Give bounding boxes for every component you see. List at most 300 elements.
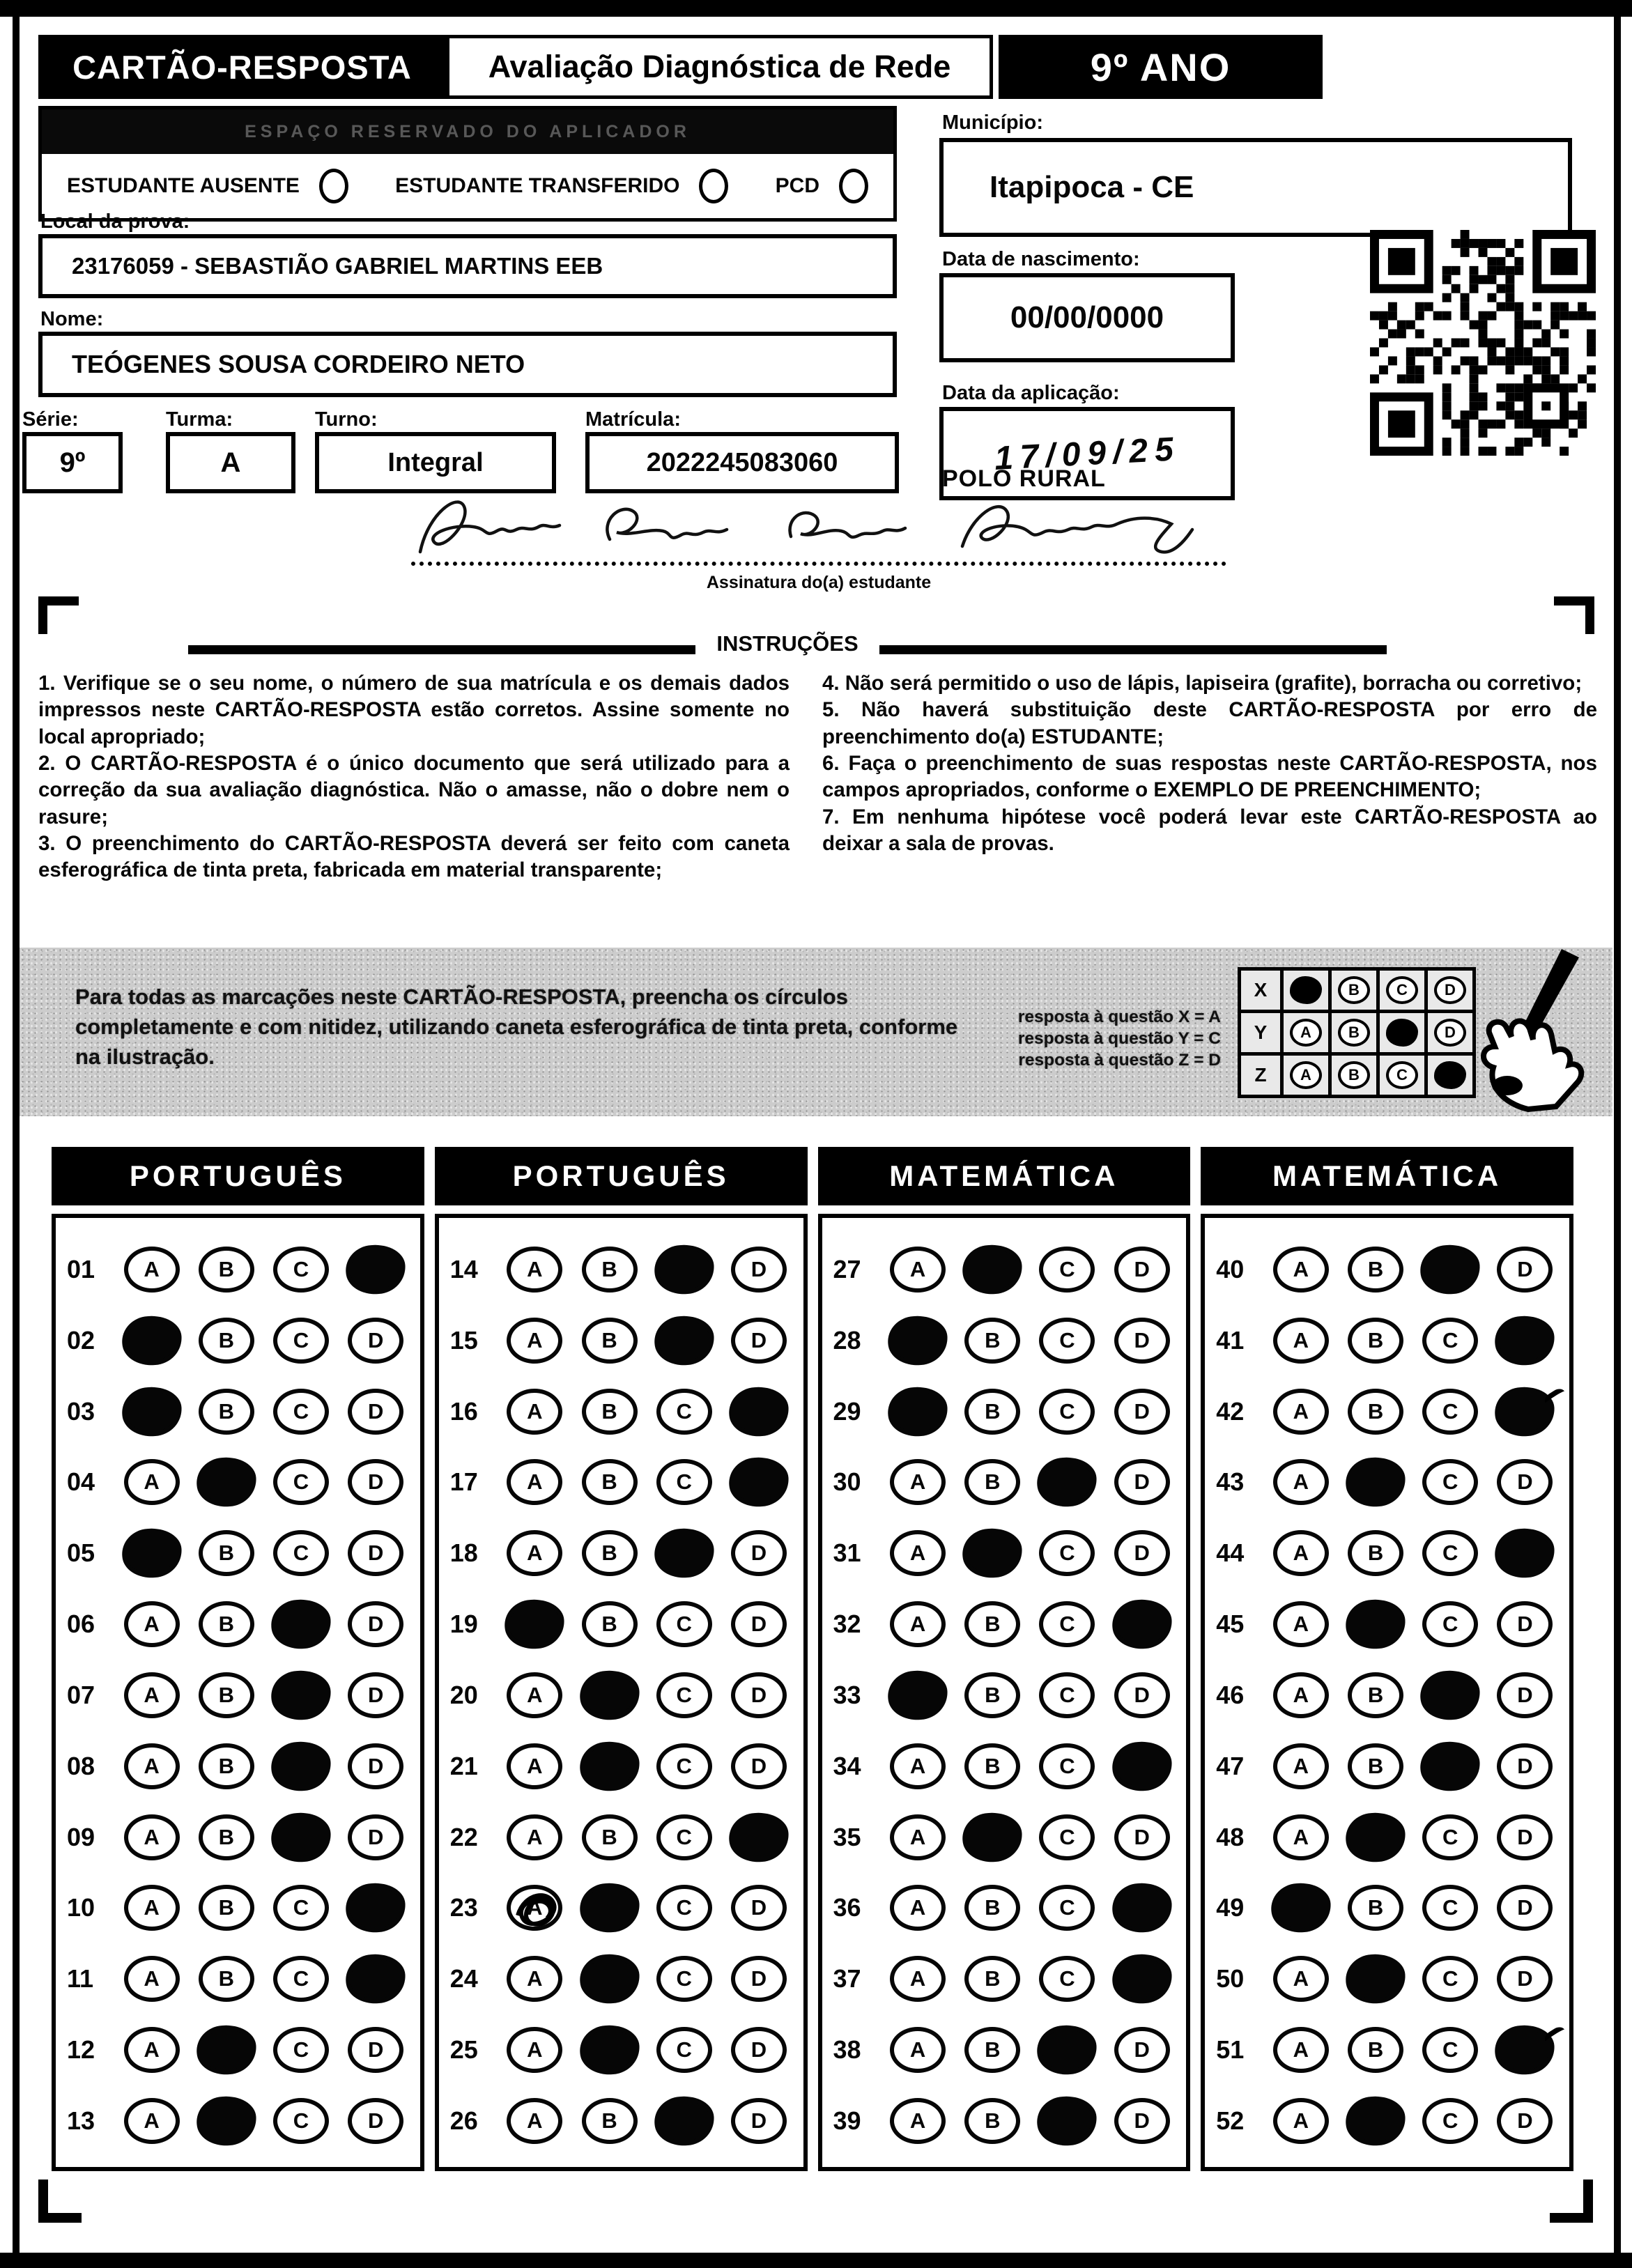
answer-bubble-D: D bbox=[1497, 1956, 1553, 2002]
question-number: 43 bbox=[1216, 1467, 1245, 1497]
answer-section bbox=[52, 1147, 424, 2171]
matricula-value: 2022245083060 bbox=[585, 432, 899, 493]
answer-bubble-C: C bbox=[1039, 1247, 1095, 1293]
question-row bbox=[450, 1520, 796, 1587]
answer-bubble-D: D bbox=[1114, 1247, 1170, 1293]
answer-bubble-B: B bbox=[582, 1318, 638, 1364]
answer-bubble-D: D bbox=[1497, 1601, 1553, 1647]
example-bubble-cell bbox=[1284, 971, 1328, 1010]
answer-bubble-D: D bbox=[731, 1247, 787, 1293]
answer-bubble-C: C bbox=[1039, 1318, 1095, 1364]
question-row bbox=[67, 1945, 413, 2012]
answer-bubble-B: B bbox=[1348, 1885, 1403, 1931]
question-row bbox=[450, 2088, 796, 2154]
answer-bubble-B bbox=[961, 1243, 1024, 1296]
question-number: 24 bbox=[449, 1964, 478, 1993]
answer-bubble-B bbox=[195, 2023, 258, 2076]
answer-bubble-A: A bbox=[890, 1459, 946, 1505]
answer-bubble-D: D bbox=[348, 1318, 403, 1364]
example-bubble-cell bbox=[1284, 1013, 1328, 1052]
answer-bubble-D: D bbox=[731, 1318, 787, 1364]
answer-bubble-B: B bbox=[1348, 1247, 1403, 1293]
answer-bubble-D: D bbox=[348, 1672, 403, 1718]
signature-caption: Assinatura do(a) estudante bbox=[706, 573, 932, 592]
question-number: 14 bbox=[449, 1255, 478, 1283]
instruction-item: 2. O CARTÃO-RESPOSTA é o único documento que será utilizado para a correção da sua avaliação diagnóstica. Não o amasse, não o dobre nem o rasure; bbox=[38, 752, 790, 828]
question-row bbox=[833, 1662, 1180, 1729]
instruction-item: 1. Verifique se o seu nome, o número de sua matrícula e os demais dados impressos neste CARTÃO-RESPOSTA estão corretos. Assine somente no local apropriado; bbox=[38, 672, 790, 748]
applicator-option bbox=[395, 169, 728, 203]
answer-bubble-B: B bbox=[1348, 1672, 1403, 1718]
section-bubble-box bbox=[818, 1214, 1191, 2171]
answer-bubble-C: C bbox=[1422, 1885, 1478, 1931]
section-title: PORTUGUÊS bbox=[435, 1147, 808, 1205]
answer-bubble-C: C bbox=[273, 1389, 329, 1435]
answer-bubble-A: A bbox=[1273, 1459, 1329, 1505]
answer-bubble-B: B bbox=[1348, 2027, 1403, 2073]
aplicacao-handwritten-date: 17/09/25 bbox=[993, 430, 1181, 477]
answer-bubble-A: A bbox=[1273, 1814, 1329, 1860]
answer-bubble-A: A bbox=[1273, 1672, 1329, 1718]
instruction-item: 7. Em nenhuma hipótese você poderá levar este CARTÃO-RESPOSTA ao deixar a sala de provas. bbox=[822, 805, 1597, 856]
answer-bubble-C: C bbox=[1039, 1885, 1095, 1931]
answer-bubble-D bbox=[1493, 1314, 1556, 1367]
instruction-item: 4. Não será permitido o uso de lápis, lapiseira (grafite), borracha ou corretivo; bbox=[822, 672, 1583, 695]
question-row bbox=[1216, 1236, 1562, 1303]
answer-bubble-B: B bbox=[582, 1247, 638, 1293]
example-bubble-cell bbox=[1332, 971, 1376, 1010]
answer-bubble-B: B bbox=[1348, 1743, 1403, 1789]
answer-bubble-D: D bbox=[1497, 1743, 1553, 1789]
question-number: 25 bbox=[449, 2035, 478, 2065]
answer-bubble-C: C bbox=[1422, 1601, 1478, 1647]
example-bubble-cell bbox=[1284, 1056, 1328, 1095]
answer-bubble-D: D bbox=[1114, 1318, 1170, 1364]
answer-bubble-A bbox=[886, 1314, 949, 1367]
applicator-option-circle bbox=[699, 169, 728, 203]
question-row bbox=[833, 1520, 1180, 1587]
question-row bbox=[450, 1662, 796, 1729]
municipio-label: Município: bbox=[942, 111, 1043, 134]
answer-bubble-B: B bbox=[964, 1743, 1020, 1789]
question-row bbox=[833, 1591, 1180, 1658]
answer-bubble-A: A bbox=[890, 1743, 946, 1789]
answer-bubble-A: A bbox=[124, 1885, 180, 1931]
question-number: 23 bbox=[449, 1893, 478, 1922]
answer-bubble-A: A bbox=[890, 1814, 946, 1860]
answer-bubble-A bbox=[1270, 1881, 1332, 1934]
answer-bubble-B: B bbox=[199, 1247, 254, 1293]
question-number: 33 bbox=[833, 1680, 861, 1709]
answer-bubble-A: A bbox=[124, 1672, 180, 1718]
answer-bubble-D: D bbox=[348, 2027, 403, 2073]
example-bubble-A bbox=[1290, 976, 1322, 1004]
student-signature bbox=[401, 488, 1265, 568]
question-number: 19 bbox=[449, 1610, 478, 1639]
question-row bbox=[67, 1520, 413, 1587]
question-row bbox=[67, 1662, 413, 1729]
question-row bbox=[1216, 1945, 1562, 2012]
question-row bbox=[67, 1874, 413, 1941]
applicator-options bbox=[42, 154, 893, 218]
answer-bubble-B bbox=[961, 1810, 1024, 1863]
header bbox=[38, 35, 1323, 99]
answer-bubble-C: C bbox=[1039, 1956, 1095, 2002]
answer-bubble-C bbox=[270, 1740, 332, 1793]
answer-bubble-B bbox=[578, 2023, 640, 2076]
instruction-item: 5. Não haverá substituição deste CARTÃO-RESPOSTA por erro de preenchimento do(a) ESTUDANTE; bbox=[822, 698, 1597, 748]
question-row bbox=[1216, 1874, 1562, 1941]
question-number: 21 bbox=[449, 1751, 478, 1780]
section-title: PORTUGUÊS bbox=[52, 1147, 424, 1205]
instructions-rule-left bbox=[188, 645, 695, 654]
question-row bbox=[1216, 1378, 1562, 1445]
question-row bbox=[833, 1733, 1180, 1800]
answer-bubble-A bbox=[886, 1384, 949, 1437]
question-number: 09 bbox=[67, 1822, 95, 1851]
answer-bubble-C: C bbox=[1422, 1459, 1478, 1505]
question-row bbox=[67, 1307, 413, 1374]
answer-bubble-D bbox=[1493, 1527, 1556, 1580]
answer-bubble-D: D bbox=[348, 1459, 403, 1505]
answer-bubble-A: A bbox=[507, 1318, 562, 1364]
answer-bubble-D bbox=[344, 1881, 407, 1934]
answer-bubble-A: A bbox=[507, 1530, 562, 1576]
answer-bubble-C: C bbox=[273, 1956, 329, 2002]
question-row bbox=[67, 1804, 413, 1871]
answer-bubble-C: C bbox=[273, 1530, 329, 1576]
hand-with-pen-illustration bbox=[1410, 949, 1619, 1113]
example-bubble-A: A bbox=[1290, 1019, 1322, 1047]
answer-bubble-D bbox=[1110, 1598, 1173, 1651]
question-number: 10 bbox=[67, 1893, 95, 1922]
answer-bubble-A: A bbox=[124, 2027, 180, 2073]
answer-bubble-D bbox=[1110, 1881, 1173, 1934]
answer-bubble-B: B bbox=[964, 1318, 1020, 1364]
serie-label: Série: bbox=[22, 408, 79, 431]
example-bubble-B: B bbox=[1338, 1019, 1370, 1047]
local-value: 23176059 - SEBASTIÃO GABRIEL MARTINS EEB bbox=[38, 234, 897, 298]
answer-bubble-B: B bbox=[199, 1814, 254, 1860]
answer-bubble-D bbox=[1110, 1740, 1173, 1793]
answer-bubble-B bbox=[961, 1527, 1024, 1580]
question-row bbox=[450, 1307, 796, 1374]
example-row-label: X bbox=[1254, 979, 1268, 1001]
question-row bbox=[450, 1591, 796, 1658]
answer-bubble-B: B bbox=[582, 1459, 638, 1505]
answer-bubble-D: D bbox=[348, 1530, 403, 1576]
applicator-option-circle bbox=[839, 169, 868, 203]
answer-bubble-B bbox=[578, 1881, 640, 1934]
question-row bbox=[833, 1307, 1180, 1374]
question-number: 48 bbox=[1216, 1822, 1245, 1851]
answer-bubble-B: B bbox=[964, 2027, 1020, 2073]
question-row bbox=[450, 1733, 796, 1800]
answer-bubble-D: D bbox=[731, 1601, 787, 1647]
answer-bubble-A: A bbox=[890, 1247, 946, 1293]
marking-instruction-text: Para todas as marcações neste CARTÃO-RESPOSTA, preencha os círculos completamente e com nitidez, utilizando caneta esferográfica de tinta preta, conforme na ilustração. bbox=[75, 985, 958, 1069]
question-row bbox=[67, 1378, 413, 1445]
answer-bubble-A: A bbox=[1273, 1389, 1329, 1435]
question-row bbox=[1216, 1733, 1562, 1800]
nascimento-label: Data de nascimento: bbox=[942, 248, 1140, 270]
question-number: 32 bbox=[833, 1610, 861, 1639]
answer-bubble-C bbox=[653, 1243, 716, 1296]
signature-dotted-line bbox=[411, 562, 1226, 566]
answer-bubble-A bbox=[120, 1527, 183, 1580]
example-bubble-cell bbox=[1332, 1013, 1376, 1052]
applicator-option-circle bbox=[319, 169, 348, 203]
answer-bubble-B: B bbox=[1348, 1318, 1403, 1364]
question-row bbox=[450, 2016, 796, 2083]
answer-bubble-C: C bbox=[656, 1743, 712, 1789]
corner-mark-top-right bbox=[1554, 596, 1594, 634]
answer-bubble-C: C bbox=[656, 1459, 712, 1505]
question-row bbox=[833, 1874, 1180, 1941]
question-row bbox=[833, 1804, 1180, 1871]
corner-mark-top-left bbox=[38, 596, 79, 634]
answer-bubble-D: D bbox=[348, 1601, 403, 1647]
answer-bubble-D: D bbox=[348, 1814, 403, 1860]
question-row bbox=[67, 2016, 413, 2083]
question-number: 17 bbox=[449, 1467, 478, 1497]
answer-bubble-C: C bbox=[656, 2027, 712, 2073]
question-number: 49 bbox=[1216, 1893, 1245, 1922]
answer-bubble-D: D bbox=[348, 1743, 403, 1789]
answer-bubble-A: A bbox=[507, 1247, 562, 1293]
answer-bubble-A bbox=[503, 1598, 566, 1651]
example-row-label: Z bbox=[1254, 1064, 1267, 1086]
answer-bubble-A: A bbox=[1273, 1743, 1329, 1789]
question-number: 41 bbox=[1216, 1325, 1245, 1355]
answer-bubble-B bbox=[578, 1952, 640, 2005]
grade-badge: 9º ANO bbox=[999, 35, 1323, 99]
answer-bubble-D: D bbox=[731, 1743, 787, 1789]
answer-bubble-C bbox=[653, 1527, 716, 1580]
answer-bubble-D bbox=[1493, 2023, 1556, 2076]
answer-bubble-B bbox=[1344, 1810, 1407, 1863]
answer-bubble-A-scribbled: A bbox=[507, 1885, 562, 1931]
question-number: 52 bbox=[1216, 2106, 1245, 2135]
question-number: 42 bbox=[1216, 1396, 1245, 1426]
answer-bubble-D: D bbox=[731, 1956, 787, 2002]
question-number: 16 bbox=[449, 1396, 478, 1426]
answer-bubble-B bbox=[578, 1740, 640, 1793]
turma-label: Turma: bbox=[166, 408, 233, 431]
answer-bubble-C bbox=[1419, 1669, 1481, 1722]
answer-bubble-D: D bbox=[1497, 2098, 1553, 2144]
answer-bubble-A: A bbox=[890, 1885, 946, 1931]
question-number: 50 bbox=[1216, 1964, 1245, 1993]
question-row bbox=[833, 1449, 1180, 1515]
answer-bubble-A: A bbox=[124, 1247, 180, 1293]
question-number: 06 bbox=[67, 1610, 95, 1639]
answer-bubble-D: D bbox=[1497, 1885, 1553, 1931]
answer-bubble-D: D bbox=[1497, 1672, 1553, 1718]
answer-bubble-C: C bbox=[273, 1459, 329, 1505]
answer-bubble-B: B bbox=[582, 1389, 638, 1435]
answer-bubble-B bbox=[195, 2095, 258, 2147]
example-bubble-cell bbox=[1332, 1056, 1376, 1095]
question-row bbox=[67, 1236, 413, 1303]
answer-bubble-C bbox=[653, 1314, 716, 1367]
question-row bbox=[833, 2088, 1180, 2154]
answer-bubble-C bbox=[1036, 2095, 1098, 2147]
answer-bubble-C: C bbox=[656, 1389, 712, 1435]
question-number: 27 bbox=[833, 1255, 861, 1283]
answer-bubble-C: C bbox=[273, 2027, 329, 2073]
section-bubble-box bbox=[435, 1214, 808, 2171]
question-number: 38 bbox=[833, 2035, 861, 2065]
question-number: 40 bbox=[1216, 1255, 1245, 1283]
answer-bubble-B bbox=[1344, 1456, 1407, 1509]
question-number: 35 bbox=[833, 1822, 861, 1851]
answer-bubble-B: B bbox=[964, 2098, 1020, 2144]
nascimento-value: 00/00/0000 bbox=[939, 273, 1235, 362]
question-number: 20 bbox=[449, 1680, 478, 1709]
answer-bubble-C: C bbox=[273, 1247, 329, 1293]
answer-bubble-D: D bbox=[731, 1672, 787, 1718]
example-legend-line: resposta à questão Y = C bbox=[1017, 1029, 1221, 1049]
answer-bubble-A: A bbox=[507, 1743, 562, 1789]
question-number: 15 bbox=[449, 1325, 478, 1355]
question-number: 37 bbox=[833, 1964, 861, 1993]
question-number: 31 bbox=[833, 1538, 861, 1568]
section-title: MATEMÁTICA bbox=[818, 1147, 1191, 1205]
answer-bubble-D: D bbox=[1114, 2098, 1170, 2144]
question-row bbox=[833, 1236, 1180, 1303]
answer-bubble-B: B bbox=[964, 1672, 1020, 1718]
instructions-left-column bbox=[38, 670, 790, 884]
turno-value: Integral bbox=[315, 432, 556, 493]
answer-bubble-A bbox=[120, 1314, 183, 1367]
answer-bubble-B: B bbox=[199, 1885, 254, 1931]
answer-bubble-A: A bbox=[124, 1601, 180, 1647]
answer-bubble-C: C bbox=[1422, 1956, 1478, 2002]
applicator-section bbox=[38, 106, 897, 222]
answer-bubble-B: B bbox=[964, 1389, 1020, 1435]
instructions-rule-right bbox=[879, 645, 1387, 654]
answer-bubble-B: B bbox=[582, 1601, 638, 1647]
answer-bubble-A bbox=[886, 1669, 949, 1722]
answer-bubble-A: A bbox=[890, 2098, 946, 2144]
answer-bubble-C: C bbox=[656, 1885, 712, 1931]
answer-bubble-A: A bbox=[1273, 1530, 1329, 1576]
answer-bubble-A: A bbox=[507, 1956, 562, 2002]
question-row bbox=[450, 1804, 796, 1871]
answer-bubble-C: C bbox=[1039, 1672, 1095, 1718]
example-row-label-cell bbox=[1241, 1013, 1280, 1052]
answer-bubble-C bbox=[1419, 1740, 1481, 1793]
page-left-border bbox=[13, 0, 20, 2268]
answer-bubble-D: D bbox=[1114, 2027, 1170, 2073]
answer-bubble-C: C bbox=[656, 1672, 712, 1718]
answer-bubble-A: A bbox=[1273, 2027, 1329, 2073]
answer-bubble-D: D bbox=[731, 2098, 787, 2144]
marking-example-band bbox=[20, 948, 1612, 1116]
question-row bbox=[450, 1236, 796, 1303]
question-row bbox=[67, 1733, 413, 1800]
answer-bubble-C bbox=[1419, 1243, 1481, 1296]
answer-bubble-A: A bbox=[124, 1956, 180, 2002]
answer-bubble-B: B bbox=[964, 1956, 1020, 2002]
page-right-border bbox=[1614, 0, 1621, 2268]
answer-bubble-B: B bbox=[964, 1885, 1020, 1931]
question-number: 29 bbox=[833, 1396, 861, 1426]
answer-bubble-A: A bbox=[890, 2027, 946, 2073]
answer-bubble-D: D bbox=[1497, 1247, 1553, 1293]
question-row bbox=[1216, 1591, 1562, 1658]
answer-bubble-B: B bbox=[582, 1814, 638, 1860]
turma-value: A bbox=[166, 432, 295, 493]
question-number: 30 bbox=[833, 1467, 861, 1497]
question-row bbox=[450, 1449, 796, 1515]
page-bottom-bar bbox=[0, 2253, 1632, 2268]
question-row bbox=[833, 2016, 1180, 2083]
instruction-item: 3. O preenchimento do CARTÃO-RESPOSTA deverá ser feito com caneta esferográfica de tinta preta, fabricada em material transparente; bbox=[38, 832, 790, 882]
answer-bubble-D bbox=[1493, 1384, 1556, 1437]
question-number: 13 bbox=[67, 2106, 95, 2135]
answer-bubble-C: C bbox=[1422, 2027, 1478, 2073]
answer-bubble-D: D bbox=[731, 1530, 787, 1576]
question-number: 02 bbox=[67, 1325, 95, 1355]
question-number: 22 bbox=[449, 1822, 478, 1851]
answer-bubble-A: A bbox=[890, 1530, 946, 1576]
qr-code bbox=[1370, 230, 1596, 456]
answer-bubble-C bbox=[653, 2095, 716, 2147]
answer-section bbox=[818, 1147, 1191, 2171]
answer-bubble-A: A bbox=[124, 1459, 180, 1505]
answer-bubble-C: C bbox=[1039, 1601, 1095, 1647]
answer-bubble-A: A bbox=[1273, 1601, 1329, 1647]
answer-bubble-D: D bbox=[1497, 1814, 1553, 1860]
answer-bubble-C: C bbox=[1422, 1814, 1478, 1860]
question-row bbox=[1216, 1449, 1562, 1515]
answer-bubble-B bbox=[578, 1669, 640, 1722]
question-row bbox=[67, 1449, 413, 1515]
question-number: 01 bbox=[67, 1255, 95, 1283]
answer-bubble-B bbox=[1344, 1598, 1407, 1651]
answer-bubble-B: B bbox=[582, 2098, 638, 2144]
question-number: 28 bbox=[833, 1325, 861, 1355]
answer-bubble-A: A bbox=[507, 1389, 562, 1435]
section-title: MATEMÁTICA bbox=[1201, 1147, 1573, 1205]
corner-mark-bottom-left bbox=[38, 2180, 82, 2223]
example-bubble-B: B bbox=[1338, 1061, 1370, 1089]
answer-bubble-D: D bbox=[1114, 1530, 1170, 1576]
example-row-label: Y bbox=[1254, 1021, 1268, 1043]
section-bubble-box bbox=[1201, 1214, 1573, 2171]
answer-bubble-D bbox=[728, 1384, 790, 1437]
question-number: 51 bbox=[1216, 2035, 1245, 2065]
answer-bubble-A: A bbox=[124, 1743, 180, 1789]
answer-bubble-B: B bbox=[199, 1956, 254, 2002]
question-row bbox=[67, 2088, 413, 2154]
question-number: 44 bbox=[1216, 1538, 1245, 1568]
answer-bubble-B bbox=[1344, 1952, 1407, 2005]
answer-bubble-A: A bbox=[1273, 1247, 1329, 1293]
answer-bubble-A: A bbox=[890, 1601, 946, 1647]
question-row bbox=[1216, 1662, 1562, 1729]
question-row bbox=[833, 1945, 1180, 2012]
answer-bubble-B: B bbox=[964, 1601, 1020, 1647]
answer-bubble-D: D bbox=[1114, 1814, 1170, 1860]
answer-bubble-C: C bbox=[1422, 1389, 1478, 1435]
question-number: 11 bbox=[67, 1964, 94, 1993]
answer-bubble-C: C bbox=[1422, 1530, 1478, 1576]
question-row bbox=[67, 1591, 413, 1658]
answer-bubble-C bbox=[1036, 2023, 1098, 2076]
